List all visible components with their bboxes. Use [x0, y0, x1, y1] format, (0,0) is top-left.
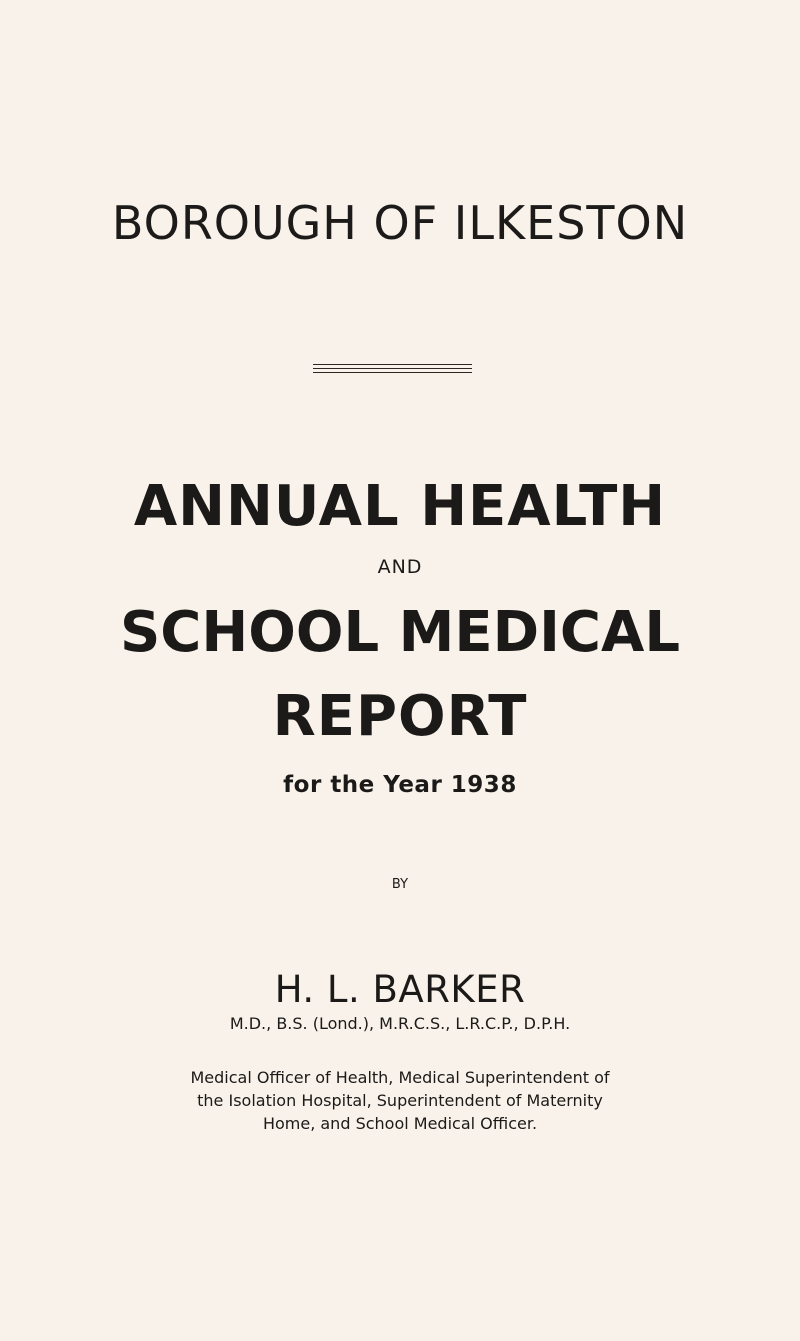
title-report: REPORT — [272, 684, 528, 749]
report-year: for the Year 1938 — [283, 772, 517, 798]
rule-line-top — [313, 364, 472, 365]
by-label: BY — [391, 877, 409, 892]
author-name: H. L. BARKER — [274, 968, 526, 1011]
author-qualifications: M.D., B.S. (Lond.), M.R.C.S., L.R.C.P., D.P.H. — [229, 1014, 571, 1033]
rule-line-bottom — [313, 372, 472, 373]
author-description — [0, 1066, 800, 1135]
description-line: Medical Officer of Health, Medical Superintendent of — [190, 1068, 610, 1087]
borough-heading: BOROUGH OF ILKESTON — [111, 196, 689, 250]
rule-line-middle — [313, 368, 472, 369]
description-line: Home, and School Medical Officer. — [262, 1114, 538, 1133]
title-and: AND — [377, 556, 423, 578]
title-annual-health: ANNUAL HEALTH — [133, 474, 667, 539]
title-school-medical: SCHOOL MEDICAL — [119, 600, 681, 665]
description-line: the Isolation Hospital, Superintendent of Maternity — [197, 1091, 603, 1110]
